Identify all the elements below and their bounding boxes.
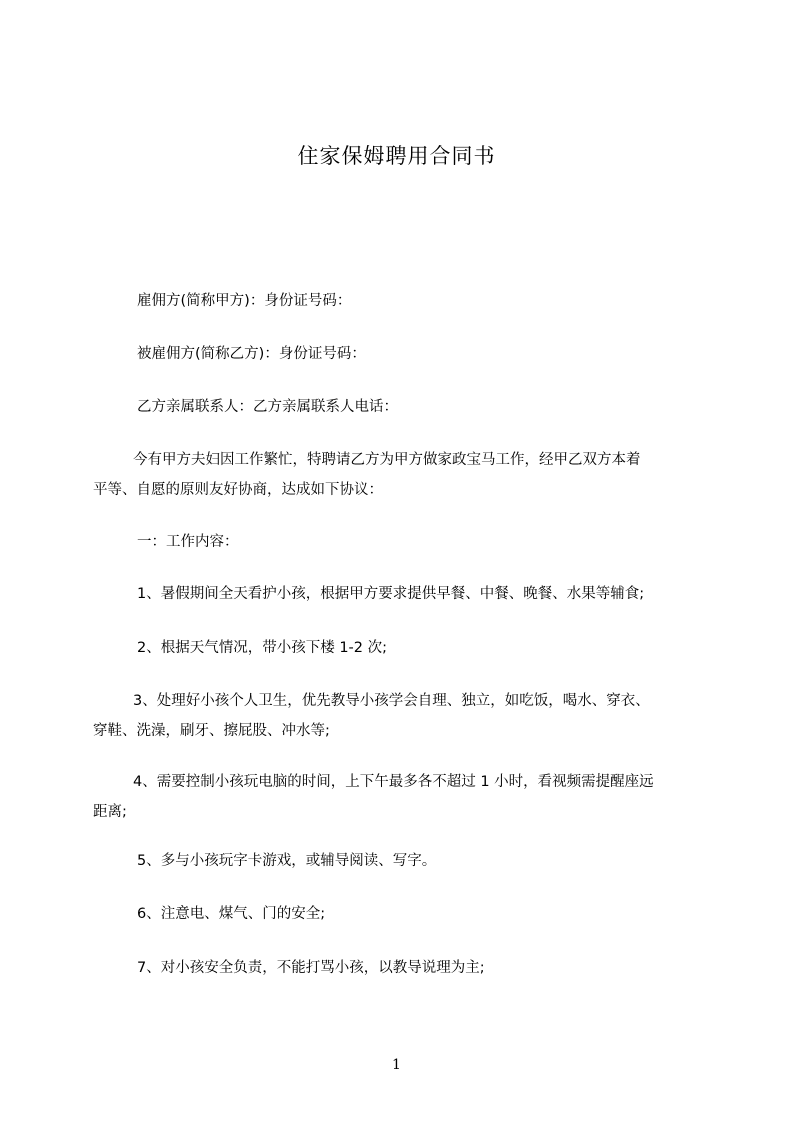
- list-item-3-line-2: 穿鞋、洗澡，刷牙、擦屁股、冲水等;: [93, 723, 330, 739]
- list-item-4: [93, 767, 715, 827]
- page-number: 1: [392, 1057, 401, 1073]
- list-item-2: 2、根据天气情况，带小孩下楼 1-2 次;: [137, 640, 388, 656]
- intro-line-1: 今有甲方夫妇因工作繁忙，特聘请乙方为甲方做家政宝马工作，经甲乙双方本着: [133, 452, 641, 468]
- list-item-4-line-2: 距离;: [93, 804, 127, 820]
- intro-paragraph: [93, 445, 715, 505]
- intro-line-2: 平等、自愿的原则友好协商，达成如下协议：: [93, 482, 383, 498]
- list-item-3-line-1: 3、处理好小孩个人卫生，优先教导小孩学会自理、独立，如吃饭，喝水、穿衣、: [133, 693, 650, 709]
- document-title: 住家保姆聘用合同书: [297, 144, 496, 168]
- list-item-5: 5、多与小孩玩字卡游戏，或辅导阅读、写字。: [137, 853, 437, 869]
- party-a-line: 雇佣方(简称甲方)：身份证号码：: [137, 293, 352, 309]
- list-item-7: 7、对小孩安全负责，不能打骂小孩，以教导说理为主;: [137, 960, 485, 976]
- list-item-1: 1、暑假期间全天看护小孩，根据甲方要求提供早餐、中餐、晚餐、水果等辅食;: [137, 586, 645, 602]
- relative-contact-line: 乙方亲属联系人：乙方亲属联系人电话：: [137, 399, 398, 415]
- party-b-line: 被雇佣方(简称乙方)：身份证号码：: [137, 346, 366, 362]
- list-item-3: [93, 686, 715, 746]
- list-item-4-line-1: 4、需要控制小孩玩电脑的时间，上下午最多各不超过 1 小时，看视频需提醒座远: [133, 774, 654, 790]
- section-heading-work-content: 一：工作内容：: [137, 534, 239, 550]
- list-item-6: 6、注意电、煤气、门的安全;: [137, 906, 326, 922]
